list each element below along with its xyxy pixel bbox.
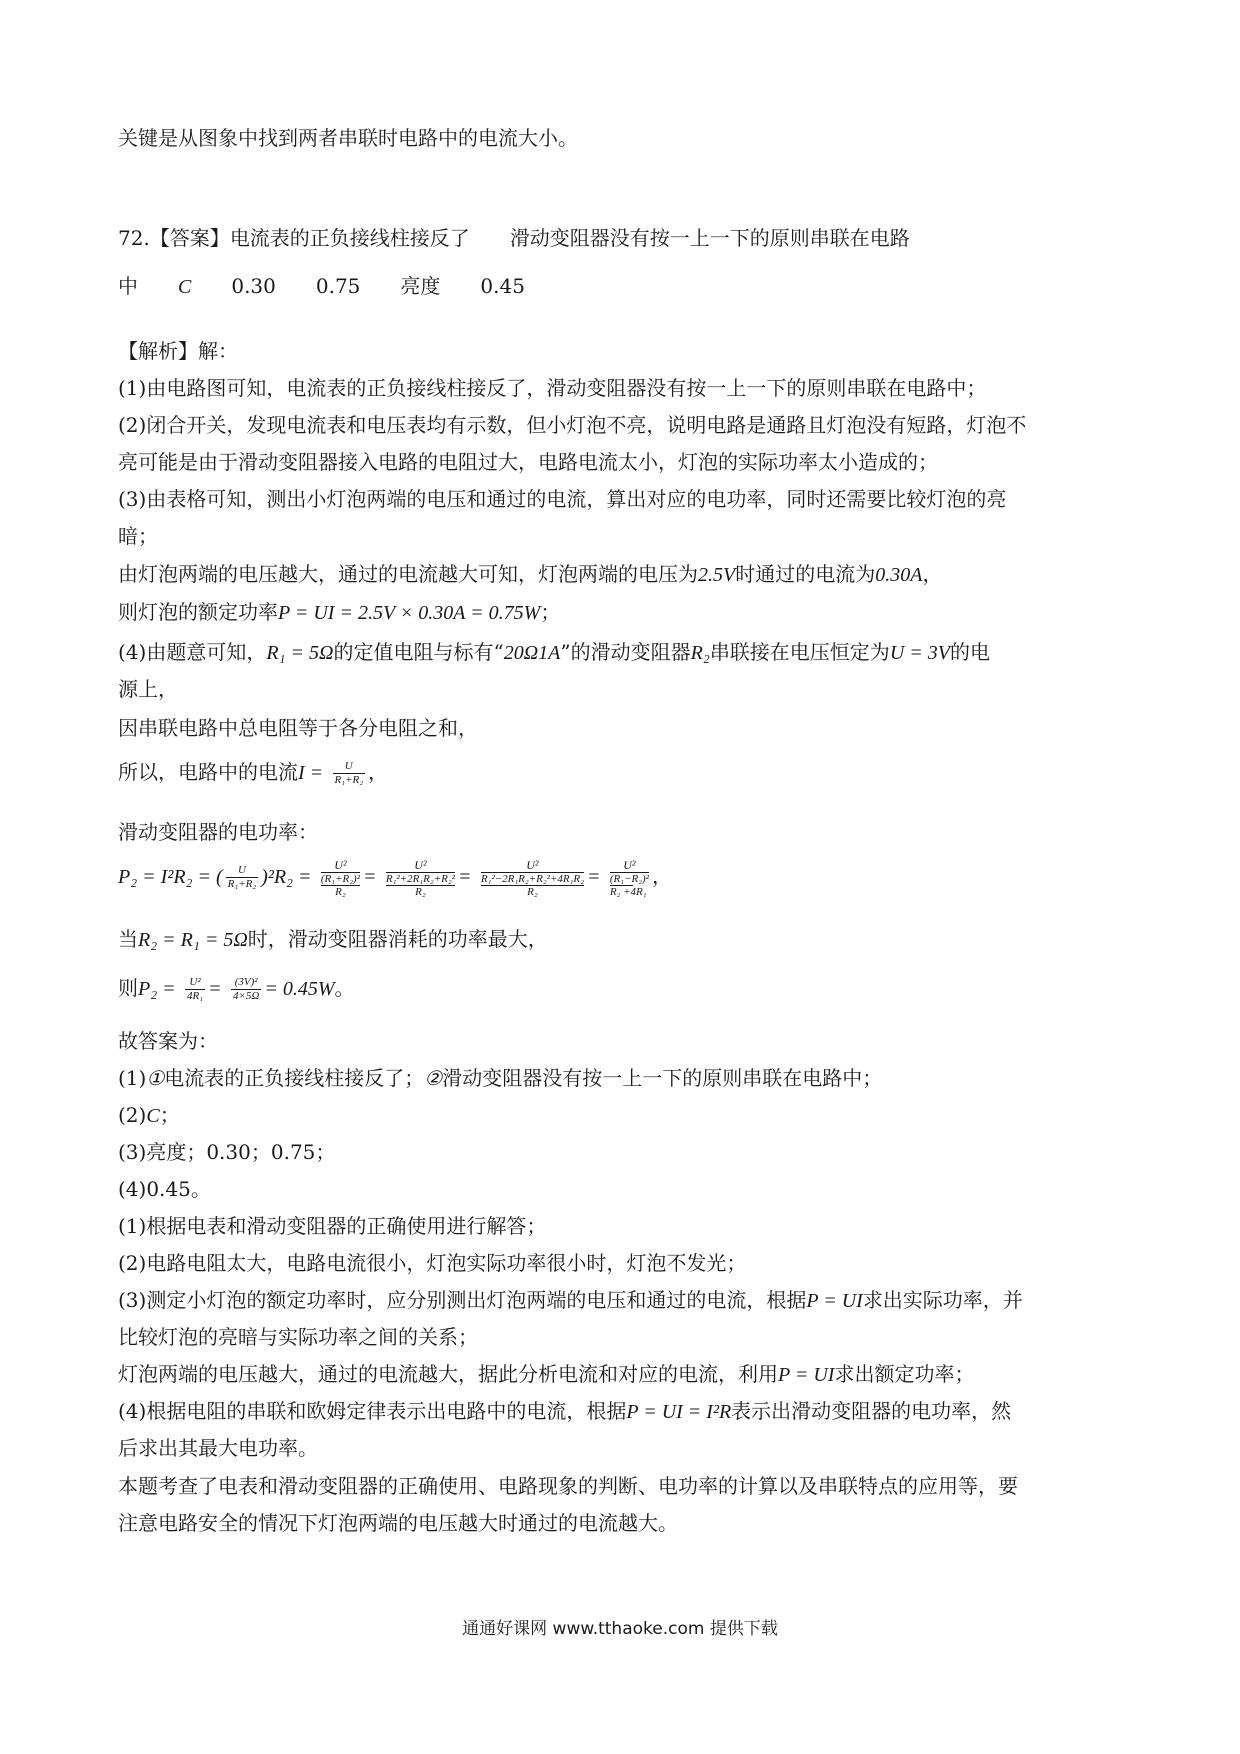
intro-line: 关键是从图象中找到两者串联时电路中的电流大小。 [118, 126, 578, 150]
math-seg: I = [298, 762, 324, 784]
math-seg: P = UI = 2.5V × 0.30A = 0.75W [278, 602, 541, 624]
max-power-fraction-2: $\frac{\text{(3V)²}}{4\times 5\Omega}$ [232, 976, 260, 1002]
answer-line-1 [118, 224, 910, 252]
answer-line-2 [118, 272, 525, 301]
text-seg: 由灯泡两端的电压越大，通过的电流越大可知，灯泡两端的电压为 [118, 562, 698, 586]
math-seg: P₂ = I²R₂ = ( [118, 866, 223, 888]
answer-4: 0.30 [231, 274, 276, 298]
text-seg: 时，滑动变阻器消耗的功率最大， [247, 927, 548, 951]
answer-1: 电流表的正负接线柱接反了 [229, 226, 470, 250]
answer-2-cont: 中 [118, 274, 138, 298]
math-seg: P = UI = I²R [626, 1401, 732, 1423]
text-seg: (4)根据电阻的串联和欧姆定律表示出电路中的电流，根据 [118, 1399, 627, 1423]
math-seg: 0.30A [875, 564, 923, 586]
math-seg: U = 3V [889, 642, 950, 664]
power-fraction-3: U² R₁²−2R₁R₂+R₂²+4R₁R₂ R₂ [480, 857, 584, 898]
text-seg: (4)由题意可知， [118, 640, 267, 664]
power-formula-line [118, 853, 672, 900]
math-seg: = [586, 866, 601, 888]
power-fraction-2: U² R₁²+2R₁R₂+R₂² R₂ [385, 857, 455, 898]
analysis-line-12: 滑动变阻器的电功率： [118, 820, 318, 844]
analysis-line-25 [118, 1360, 974, 1389]
text-seg: 时通过的电流为 [735, 562, 876, 586]
paren-fraction: $\frac{U}{\text{R₁+R₂}}$ [227, 864, 257, 890]
math-seg: = [363, 866, 377, 888]
text-seg: 求出额定功率； [834, 1362, 975, 1386]
text-seg: 串联接在电压恒定为 [709, 640, 890, 664]
text-seg: (1) [118, 1066, 147, 1090]
analysis-line-21: (1)根据电表和滑动变阻器的正确使用进行解答； [118, 1214, 547, 1238]
analysis-line-27: 后求出其最大电功率。 [118, 1436, 318, 1460]
text-seg: 。 [334, 976, 355, 1000]
page-footer: 通通好课网 www.tthaoke.com 提供下载 [462, 1619, 778, 1639]
text-seg: 灯泡两端的电压越大，通过的电流越大，据此分析电流和对应的电流，利用 [118, 1362, 778, 1386]
current-fraction: $\frac{U}{\text{R₁+R₂}}$ [334, 760, 364, 786]
answer-6: 亮度 [400, 274, 441, 298]
text-seg: ； [159, 1103, 180, 1127]
math-seg: ② [424, 1068, 443, 1090]
text-seg: 表示出滑动变阻器的电功率，然 [731, 1399, 1012, 1423]
analysis-line-19: (3)亮度；0.30；0.75； [118, 1140, 336, 1164]
text-seg: ， [922, 562, 943, 586]
math-seg: = [457, 866, 472, 888]
math-seg: = [208, 978, 222, 1000]
answer-label: 72.【答案】 [118, 226, 230, 250]
text-seg: 的电 [949, 640, 990, 664]
power-fraction-4: U² (R₁−R₂)² R₂ +4R₁ [609, 857, 649, 898]
math-seg: C [146, 1105, 160, 1127]
math-seg: P = UI [778, 1364, 835, 1386]
text-seg: 滑动变阻器没有按一上一下的原则串联在电路中； [442, 1066, 883, 1090]
text-seg: ， [368, 760, 389, 784]
analysis-line-8 [118, 638, 990, 667]
text-seg: 求出实际功率，并 [862, 1288, 1023, 1312]
text-seg: 则 [118, 976, 138, 1000]
analysis-line-17 [118, 1064, 882, 1093]
analysis-line-6 [118, 560, 942, 589]
text-seg: (3)测定小灯泡的额定功率时，应分别测出灯泡两端的电压和通过的电流，根据 [118, 1288, 807, 1312]
analysis-line-22: (2)电路电阻太大，电路电流很小，灯泡实际功率很小时，灯泡不发光； [118, 1251, 747, 1275]
math-seg: R₂ [690, 642, 710, 664]
math-seg: R₂ = R₁ = 5Ω [138, 929, 248, 951]
analysis-line-4: (3)由表格可知，测出小灯泡两端的电压和通过的电流，算出对应的电功率，同时还需要比较灯泡的亮 [118, 487, 1007, 511]
math-seg: P = UI [806, 1290, 863, 1312]
analysis-line-2: (2)闭合开关，发现电流表和电压表均有示数，但小灯泡不亮，说明电路是通路且灯泡没有短路，灯泡不 [118, 413, 1027, 437]
max-power-fraction-1: $\frac{\text{U²}}{\text{4R₁}}$ [187, 976, 204, 1002]
analysis-line-5: 暗； [118, 524, 158, 548]
analysis-line-20: (4)0.45。 [118, 1177, 211, 1201]
math-seg: = 0.45W [264, 978, 335, 1000]
analysis-line-3: 亮可能是由于滑动变阻器接入电路的电阻过大，电路电流太小，灯泡的实际功率太小造成的； [118, 450, 938, 474]
analysis-line-14 [118, 925, 548, 954]
text-seg: 所以，电路中的电流 [118, 760, 298, 784]
text-seg: ； [540, 600, 561, 624]
math-seg: P₂ = [138, 978, 176, 1000]
math-seg: )²R₂ = [261, 866, 312, 888]
analysis-line-24: 比较灯泡的亮暗与实际功率之间的关系； [118, 1325, 478, 1349]
analysis-line-16: 故答案为： [118, 1029, 218, 1053]
text-seg: ”的滑动变阻器 [560, 640, 691, 664]
answer-7: 0.45 [480, 274, 525, 298]
answer-2: 滑动变阻器没有按一上一下的原则串联在电路 [509, 226, 910, 250]
max-power-line [118, 968, 354, 1009]
analysis-line-28: 本题考查了电表和滑动变阻器的正确使用、电路现象的判断、电功率的计算以及串联特点的应用等，要 [118, 1474, 1018, 1498]
analysis-heading: 【解析】解： [118, 339, 238, 363]
analysis-line-1: (1)由电路图可知，电流表的正负接线柱接反了，滑动变阻器没有按一上一下的原则串联在电路中； [118, 376, 987, 400]
answer-3: C [178, 276, 192, 298]
math-seg: 20Ω1A [503, 642, 561, 664]
math-seg: R₁ = 5Ω [266, 642, 334, 664]
power-fraction-1: U² (R₁+R₂)² R₂ [320, 857, 360, 898]
analysis-line-10: 因串联电路中总电阻等于各分电阻之和， [118, 716, 478, 740]
text-seg: (2) [118, 1103, 147, 1127]
answer-5: 0.75 [315, 274, 361, 298]
math-seg: 2.5V [698, 564, 736, 586]
text-seg: 则灯泡的额定功率 [118, 600, 278, 624]
analysis-line-9: 源上， [118, 677, 178, 701]
analysis-line-18 [118, 1101, 180, 1130]
text-seg: 电流表的正负接线柱接反了； [164, 1066, 425, 1090]
text-seg: 的定值电阻与标有“ [333, 640, 504, 664]
analysis-line-23 [118, 1286, 1023, 1315]
current-formula-line [118, 758, 388, 787]
analysis-line-26 [118, 1397, 1011, 1426]
analysis-line-29: 注意电路安全的情况下灯泡两端的电压越大时通过的电流越大。 [118, 1511, 678, 1535]
text-seg: ， [651, 864, 672, 888]
math-seg: ① [146, 1068, 165, 1090]
analysis-line-7 [118, 598, 560, 627]
text-seg: 当 [118, 927, 138, 951]
